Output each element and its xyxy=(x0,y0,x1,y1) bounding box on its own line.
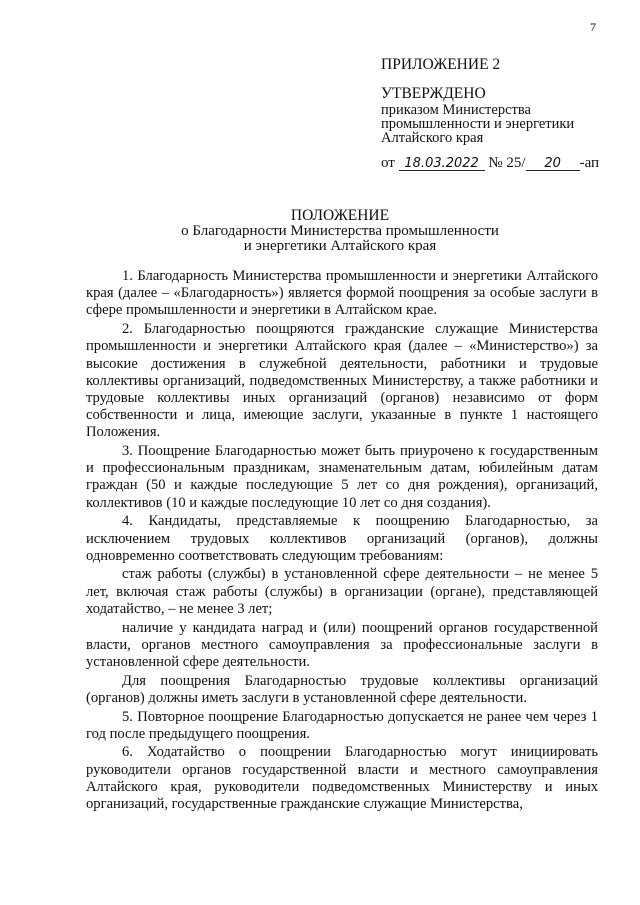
paragraph: 5. Повторное поощрение Благодарностью допускается не ранее чем через 1 год после предыдущего поощрения. xyxy=(86,708,598,742)
paragraph: 6. Ходатайство о поощрении Благодарностью могут инициировать руководители органов государственной власти и местного самоуправления Алтайского края, руководители подведомственных Министерству и иных организаций, государственные гражданские служащие Министерства, xyxy=(86,744,598,813)
document-body xyxy=(86,268,598,813)
order-from-label: от xyxy=(381,155,395,171)
paragraph: 2. Благодарностью поощряются гражданские служащие Министерства промышленности и энергетики Алтайского края (далее – «Министерство») за высокие достижения в служебной деятельности, работники и трудовые коллективы организаций, подведомственных Министерству, а также работники и трудовые коллективы иных организаций (органов) независимо от форм собственности и лица, имеющие заслуги, указанные в пункте 1 настоящего Положения. xyxy=(86,321,598,441)
document-title xyxy=(110,208,570,254)
paragraph: Для поощрения Благодарностью трудовые коллективы организаций (органов) должны иметь заслуги в установленной сфере деятельности. xyxy=(86,672,598,706)
appendix-label: ПРИЛОЖЕНИЕ 2 xyxy=(381,56,501,73)
approval-line: промышленности и энергетики xyxy=(381,116,575,132)
order-number-handwritten: 20 xyxy=(526,157,580,171)
paragraph: 1. Благодарность Министерства промышленности и энергетики Алтайского края (далее – «Благодарность») является формой поощрения за особые заслуги в сфере промышленности и энергетики в Алтайском крае. xyxy=(86,268,598,319)
title-subtitle-line: о Благодарности Министерства промышленности xyxy=(181,223,499,239)
title-subtitle-line: и энергетики Алтайского края xyxy=(243,238,437,254)
paragraph: 3. Поощрение Благодарностью может быть приурочено к государственным и профессиональным праздникам, знаменательным датам, юбилейным датам граждан (50 и каждые последующие 5 лет со дня рождения), организаций, коллективов (10 и каждые последующие 10 лет со дня создания). xyxy=(86,443,598,511)
order-number-prefix: № 25/ xyxy=(488,155,526,171)
approval-order-text xyxy=(381,103,621,145)
approval-stamp xyxy=(381,56,621,172)
title-main: ПОЛОЖЕНИЕ xyxy=(290,207,390,224)
approved-label: УТВЕРЖДЕНО xyxy=(381,85,486,102)
order-date-handwritten: 18.03.2022 xyxy=(399,157,485,171)
order-line xyxy=(381,155,621,172)
approval-line: Алтайского края xyxy=(381,130,484,146)
paragraph: наличие у кандидата наград и (или) поощрений органов государственной власти, органов местного самоуправления за профессиональные заслуги в установленной сфере деятельности. xyxy=(86,619,598,670)
page-number: 7 xyxy=(590,20,596,34)
order-number-suffix: -ап xyxy=(579,155,600,171)
paragraph: стаж работы (службы) в установленной сфере деятельности – не менее 5 лет, включая стаж работы (службы) в организации (органе), представляющей ходатайство, – не менее 3 лет; xyxy=(86,566,598,617)
paragraph: 4. Кандидаты, представляемые к поощрению Благодарностью, за исключением трудовых коллективов организаций (органов), должны одновременно соответствовать следующим требованиям: xyxy=(86,513,598,564)
approval-line: приказом Министерства xyxy=(381,102,531,118)
